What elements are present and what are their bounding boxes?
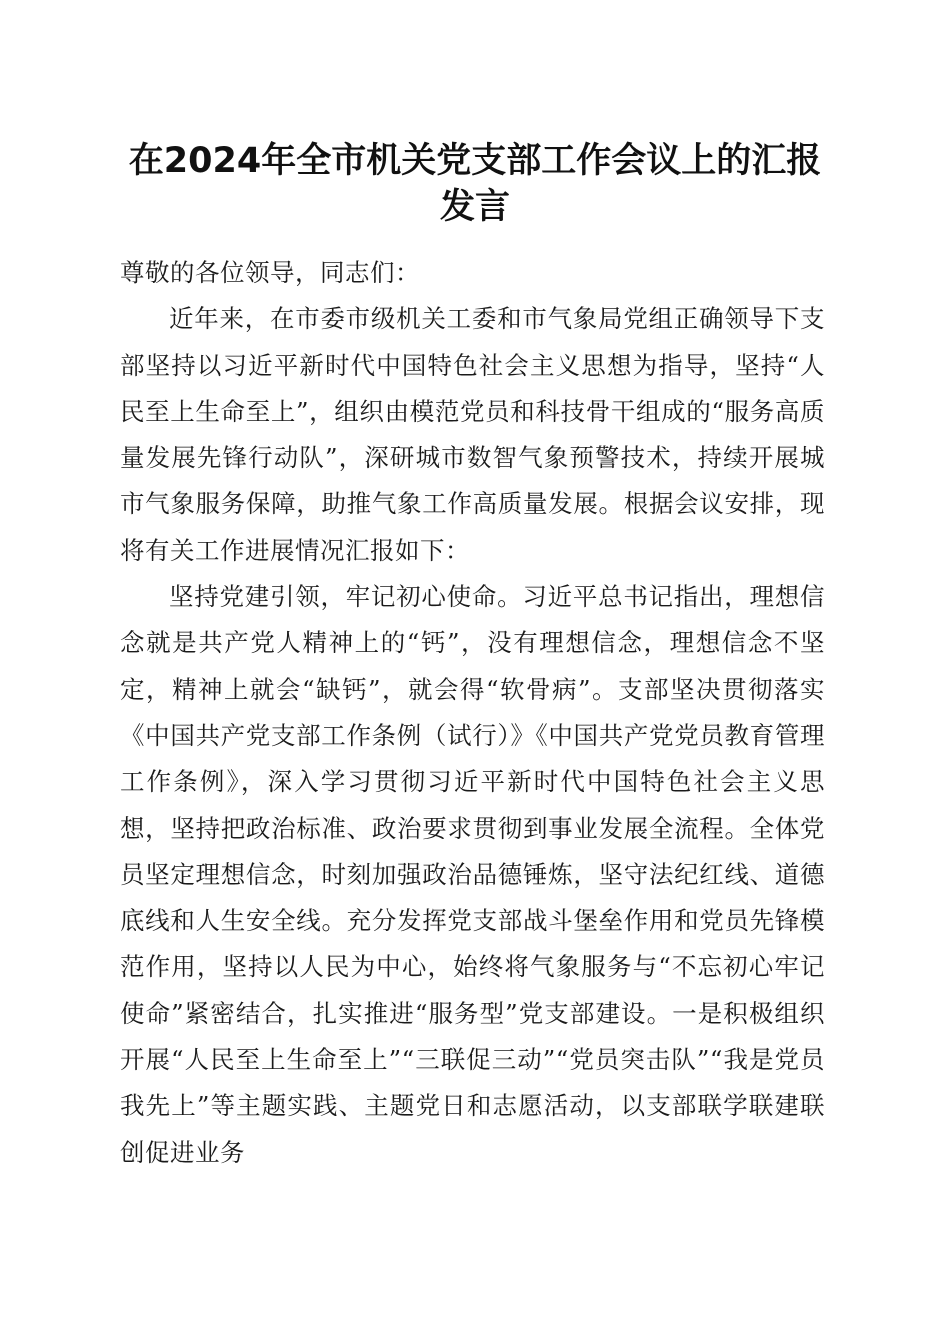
- paragraph-intro: 近年来，在市委市级机关工委和市气象局党组正确领导下支部坚持以习近平新时代中国特色社会主义思想为指导，坚持“人民至上生命至上”，组织由模范党员和科技骨干组成的“服务高质量发展先锋行动队”，深研城市数智气象预警技术，持续开展城市气象服务保障，助推气象工作高质量发展。根据会议安排，现将有关工作进展情况汇报如下：: [120, 304, 825, 565]
- document-title: [120, 138, 830, 230]
- document-body: [120, 250, 825, 1176]
- title-line-1: 在2024年全市机关党支部工作会议上的汇报: [128, 141, 822, 181]
- title-line-2: 发言: [439, 187, 510, 227]
- paragraph-party-building: 坚持党建引领，牢记初心使命。习近平总书记指出，理想信念就是共产党人精神上的“钙”，没有理想信念，理想信念不坚定，精神上就会“缺钙”，就会得“软骨病”。支部坚决贯彻落实《中国共产党支部工作条例（试行）》《中国共产党党员教育管理工作条例》，深入学习贯彻习近平新时代中国特色社会主义思想，坚持把政治标准、政治要求贯彻到事业发展全流程。全体党员坚定理想信念，时刻加强政治品德锤炼，坚守法纪红线、道德底线和人生安全线。充分发挥党支部战斗堡垒作用和党员先锋模范作用，坚持以人民为中心，始终将气象服务与“不忘初心牢记使命”紧密结合，扎实推进“服务型”党支部建设。一是积极组织开展“人民至上生命至上”“三联促三动”“党员突击队”“我是党员我先上”等主题实践、主题党日和志愿活动，以支部联学联建联创促进业务: [120, 582, 825, 1167]
- salutation: 尊敬的各位领导，同志们：: [120, 258, 420, 287]
